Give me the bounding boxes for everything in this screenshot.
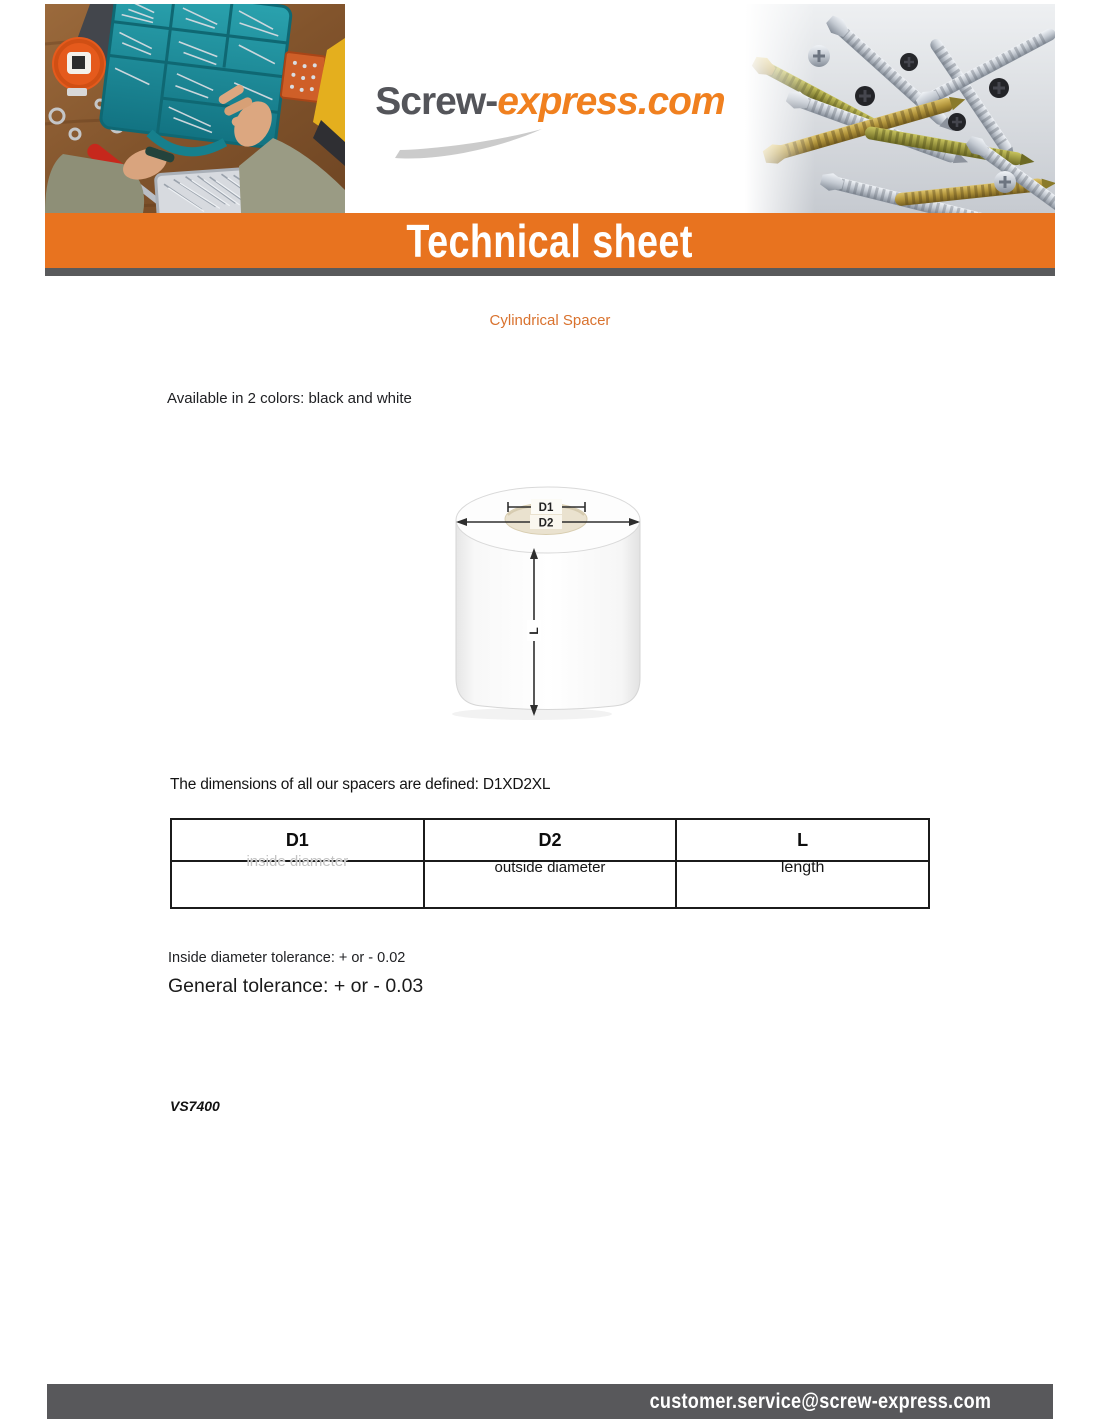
inside-diameter-tolerance: Inside diameter tolerance: + or - 0.02: [168, 950, 406, 966]
inside-diameter-label: inside diameter: [246, 853, 349, 870]
banner-underline: [45, 268, 1055, 276]
technical-sheet-banner: [45, 213, 1055, 268]
length-label: L: [527, 627, 541, 635]
screws-pile-photo: [745, 4, 1055, 213]
table-header-d1: D1: [171, 819, 424, 861]
product-reference: VS7400: [170, 1098, 220, 1114]
table-header-l: L: [676, 819, 929, 861]
banner-title: Technical sheet: [406, 214, 694, 267]
d2-label: D2: [538, 517, 554, 530]
spacer-diagram: [428, 468, 678, 733]
workbench-photo-illustration: [45, 4, 345, 213]
logo-text-orange: express.com: [497, 80, 725, 123]
dimension-table: [170, 818, 930, 909]
site-logo: [345, 80, 755, 124]
table-header-d2: D2: [424, 819, 677, 861]
general-tolerance: General tolerance: + or - 0.03: [168, 975, 424, 997]
workbench-photo: [45, 4, 345, 213]
outside-diameter-label: outside diameter: [494, 859, 606, 876]
customer-service-email: customer.service@screw-express.com: [649, 1389, 991, 1413]
cell-inside-diameter: [171, 853, 424, 908]
availability-note: Available in 2 colors: black and white: [167, 390, 412, 407]
length-desc-label: length: [780, 859, 825, 876]
cell-length: [676, 861, 929, 908]
logo-swoosh-icon: [393, 122, 545, 164]
table-description-row: [171, 861, 929, 908]
dimension-definition-note: The dimensions of all our spacers are defined: D1XD2XL: [170, 776, 551, 793]
screws-photo-illustration: [745, 4, 1055, 213]
cell-outside-diameter: [424, 861, 677, 908]
logo-text-gray: Screw-: [375, 80, 498, 123]
d1-label: D1: [538, 502, 554, 514]
product-name: Cylindrical Spacer: [489, 312, 611, 329]
footer-bar: [47, 1384, 1053, 1419]
spacer-diagram-drawing: [428, 468, 678, 728]
